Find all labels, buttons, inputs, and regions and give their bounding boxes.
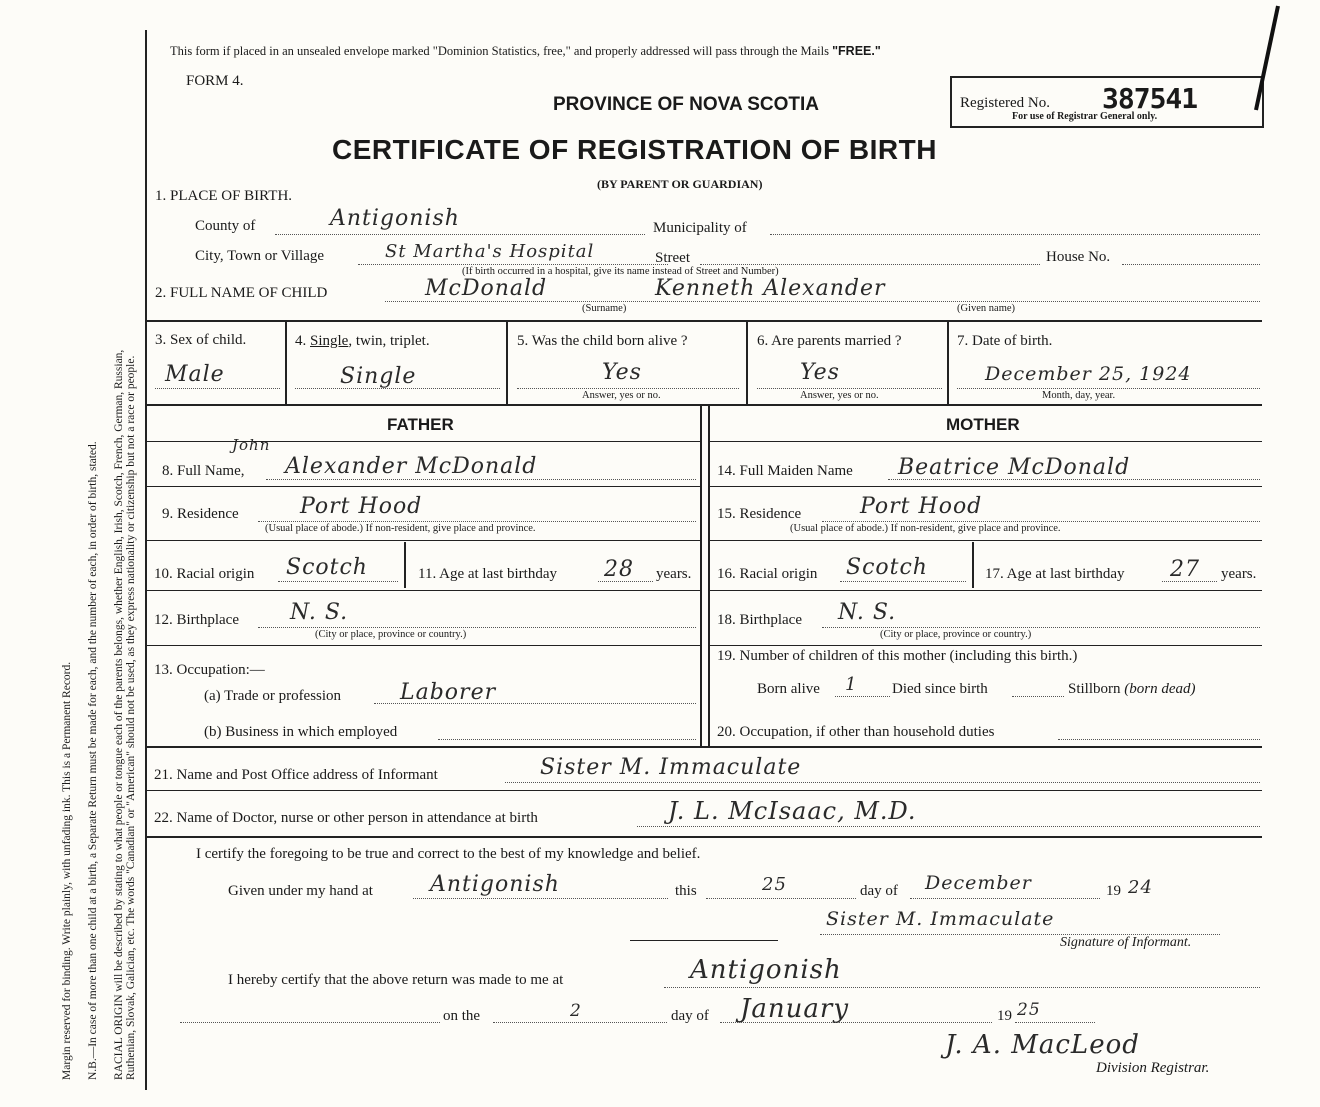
father-heading: FATHER [387,415,454,434]
father-residence-label: 9. Residence [162,506,239,522]
given-place-value: Antigonish [430,872,560,897]
registrar-year-value: 25 [1017,1000,1041,1020]
father-name-label: 8. Full Name, [162,463,245,479]
mother-name-value: Beatrice McDonald [898,455,1131,480]
this-label: this [675,883,697,899]
father-age-value: 28 [604,557,634,582]
registrar-year-prefix: 19 [997,1008,1012,1024]
certify-day-value: 25 [762,874,787,895]
certify-year-prefix: 19 [1106,883,1121,899]
mother-occupation-label: 20. Occupation, if other than household duties [717,724,995,740]
date-of-birth-label: 7. Date of birth. [957,333,1053,349]
certify-statement: I certify the foregoing to be true and correct to the best of my knowledge and belief. [196,846,701,862]
given-name-note: (Given name) [957,303,1016,314]
born-alive-count-value: 1 [845,674,858,695]
father-age-label: 11. Age at last birthday [418,566,557,582]
municipality-label: Municipality of [653,220,747,236]
mother-residence-note: (Usual place of abode.) If non-resident, give place and province. [790,523,1061,534]
mother-age-value: 27 [1170,557,1200,582]
father-racial-value: Scotch [286,555,368,580]
born-alive-value: Yes [602,360,642,385]
parents-married-label: 6. Are parents married ? [757,333,902,349]
mother-age-label: 17. Age at last birthday [985,566,1125,582]
street-label: Street [655,250,690,266]
parents-married-note: Answer, yes or no. [800,390,879,401]
doctor-value: J. L. McIsaac, M.D. [668,797,917,825]
file-check-mark [1200,0,1300,120]
mother-heading: MOTHER [946,415,1020,434]
born-alive-note: Answer, yes or no. [582,390,661,401]
father-name-value: Alexander McDonald [285,454,538,479]
father-residence-value: Port Hood [300,494,423,519]
father-age-unit: years. [656,566,692,582]
father-birthplace-label: 12. Birthplace [154,612,239,628]
certify-year-value: 24 [1128,877,1153,898]
trade-value: Laborer [400,680,497,705]
trade-label: (a) Trade or profession [204,688,342,704]
margin-note-4: Ruthenian, Slovak, Galician, etc. The words "Canadian" or "American" should not be used, as they express nationality or citizenship but not a race or people. [125,355,137,1080]
city-value: St Martha's Hospital [385,241,595,262]
hospital-note: (If birth occurred in a hospital, give its name instead of Street and Number) [462,266,779,277]
date-of-birth-value: December 25, 1924 [985,363,1192,385]
father-birthplace-value: N. S. [290,600,349,625]
registrar-month-value: January [740,994,850,1024]
registrar-statement: I hereby certify that the above return was made to me at [228,972,564,988]
plurality-label: 4. Single, twin, triplet. [295,333,430,349]
mother-birthplace-value: N. S. [838,600,897,625]
registrar-place-value: Antigonish [690,955,842,985]
doctor-label: 22. Name of Doctor, nurse or other person in attendance at birth [154,810,538,826]
mother-racial-label: 16. Racial origin [717,566,818,582]
mother-residence-label: 15. Residence [717,506,802,522]
child-given-value: Kenneth Alexander [655,276,886,301]
margin-border [145,30,147,1090]
place-of-birth-heading: 1. PLACE OF BIRTH. [155,188,293,204]
mother-name-label: 14. Full Maiden Name [717,463,853,479]
county-label: County of [195,218,256,234]
county-value: Antigonish [330,206,460,231]
margin-note-3: RACIAL ORIGIN will be described by stating to what people or tongue each of the parents belongs, whether English, Irish, Scotch, French, German, Russian, [113,349,125,1080]
informant-signature-label: Signature of Informant. [1060,935,1192,950]
died-since-birth-label: Died since birth [892,681,988,697]
informant-signature: Sister M. Immaculate [826,908,1055,930]
margin-note-2: N.B.—In case of more than one child at a birth, a Separate Return must be made for each, and the number of each, in order of birth, stated. [87,441,99,1080]
registrar-day-of-label: day of [671,1008,709,1024]
sex-label: 3. Sex of child. [155,332,247,348]
born-alive-count-label: Born alive [757,681,820,697]
mother-birthplace-note: (City or place, province or country.) [880,629,1032,640]
sex-value: Male [165,362,225,387]
given-under-hand-label: Given under my hand at [228,883,373,899]
mother-racial-value: Scotch [846,555,928,580]
mother-age-unit: years. [1221,566,1257,582]
child-name-label: 2. FULL NAME OF CHILD [155,285,328,301]
business-label: (b) Business in which employed [204,724,398,740]
province-heading: PROVINCE OF NOVA SCOTIA [553,94,820,115]
registration-label: Registered No. [960,95,1050,111]
informant-label: 21. Name and Post Office address of Informant [154,767,438,783]
registrar-signature: J. A. MacLeod [945,1030,1140,1060]
house-label: House No. [1046,249,1111,265]
born-alive-label: 5. Was the child born alive ? [517,333,688,349]
date-of-birth-note: Month, day, year. [1042,390,1116,401]
margin-note-1: Margin reserved for binding. Write plainly, with unfading ink. This is a Permanent Record. [61,661,73,1080]
registrar-on-the-label: on the [443,1008,481,1024]
father-occupation-label: 13. Occupation:— [154,662,265,678]
father-residence-note: (Usual place of abode.) If non-resident, give place and province. [265,523,536,534]
surname-note: (Surname) [582,303,627,314]
form-number: FORM 4. [186,73,244,89]
certify-month-value: December [925,872,1032,894]
mother-residence-value: Port Hood [860,494,983,519]
father-name-extra: John [232,436,271,454]
city-label: City, Town or Village [195,248,325,264]
plurality-value: Single [340,364,417,389]
parents-married-value: Yes [800,360,840,385]
father-racial-label: 10. Racial origin [154,566,255,582]
certify-day-of-label: day of [860,883,898,899]
stillborn-label: Stillborn (born dead) [1068,681,1196,697]
mother-birthplace-label: 18. Birthplace [717,612,802,628]
mail-note: This form if placed in an unsealed envelope marked "Dominion Statistics, free," and properly addressed will pass through the Mails "FREE." [170,44,881,58]
children-count-label: 19. Number of children of this mother (including this birth.) [717,648,1078,664]
registration-number: 387541 [1102,82,1198,115]
registration-note: For use of Registrar General only. [1012,111,1158,122]
child-surname-value: McDonald [425,276,548,301]
registrar-day-value: 2 [570,1001,582,1021]
informant-value: Sister M. Immaculate [540,755,802,780]
page-subtitle: (BY PARENT OR GUARDIAN) [597,177,763,191]
page-title: CERTIFICATE OF REGISTRATION OF BIRTH [332,134,937,165]
father-birthplace-note: (City or place, province or country.) [315,629,467,640]
registrar-signature-label: Division Registrar. [1096,1060,1210,1076]
